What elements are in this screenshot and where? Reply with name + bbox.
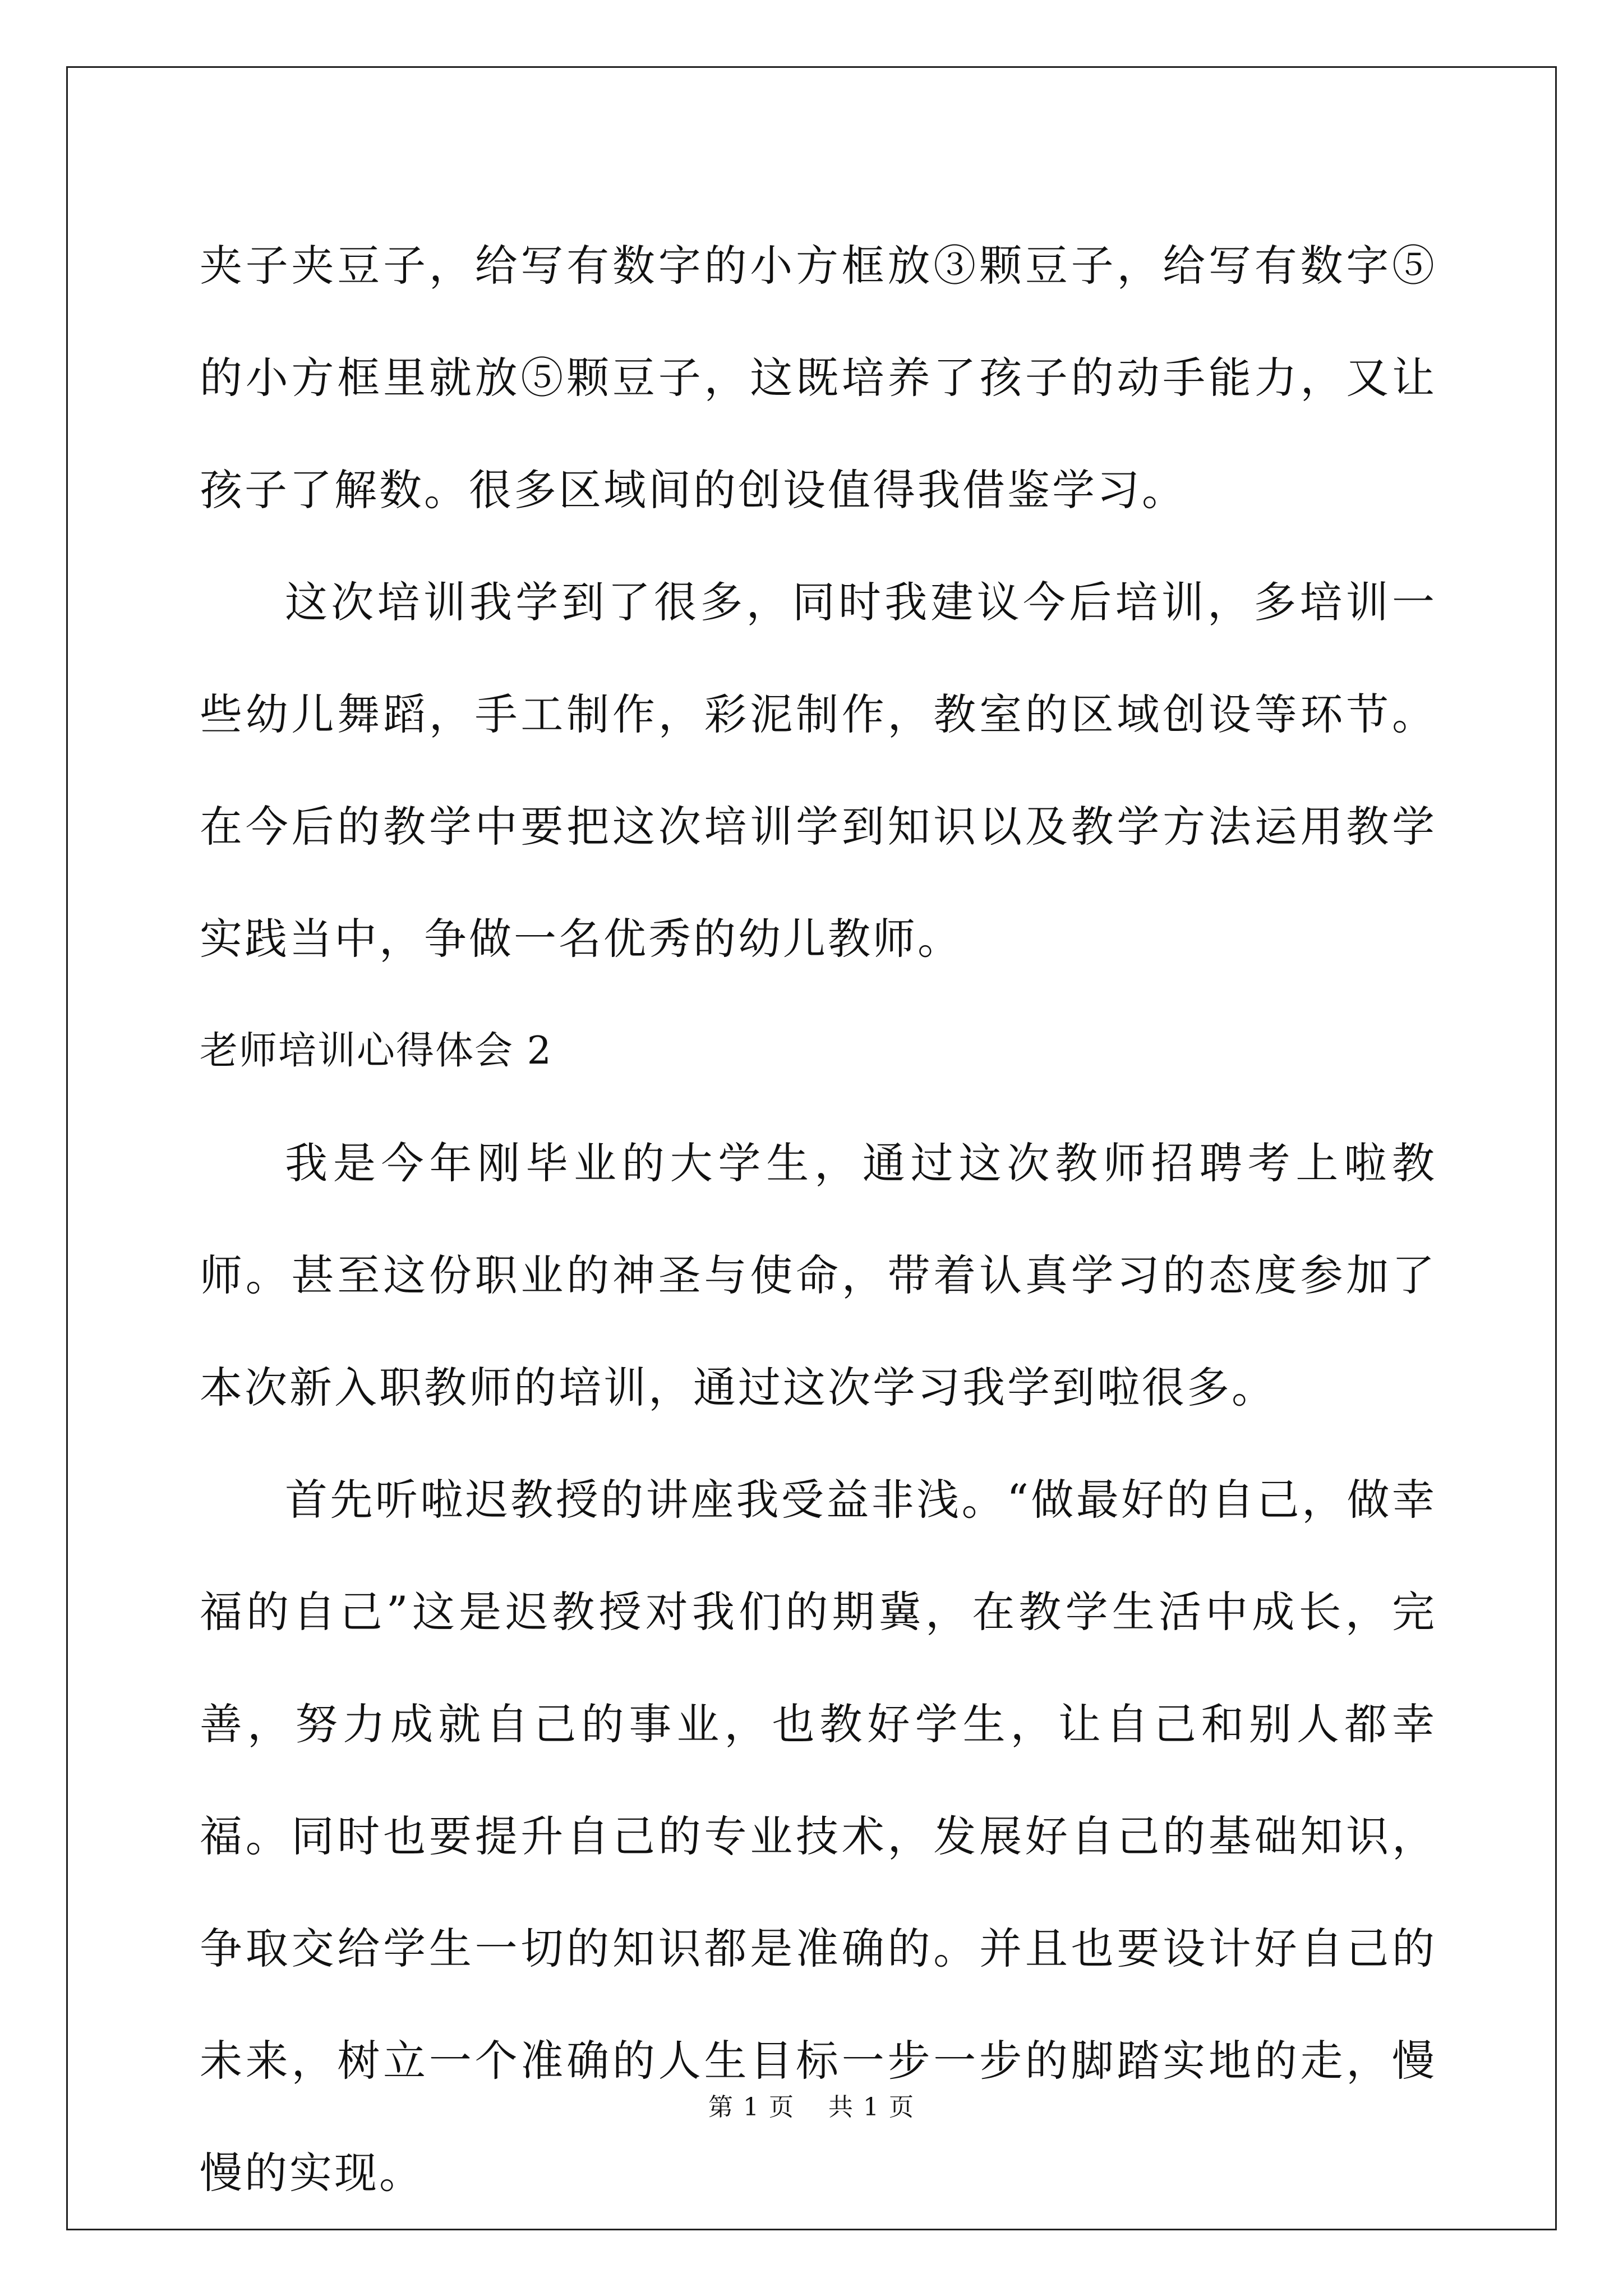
- page-footer: [0, 2087, 1623, 2123]
- paragraph-3: 我是今年刚毕业的大学生，通过这次教师招聘考上啦教师。甚至这份职业的神圣与使命，带着认真学习的态度参加了本次新入职教师的培训，通过这次学习我学到啦很多。: [200, 1138, 1437, 1412]
- page-number: 第 1 页: [708, 2093, 795, 2122]
- page-total: 共 1 页: [828, 2093, 915, 2122]
- paragraph-4: 首先听啦迟教授的讲座我受益非浅。“做最好的自己，做幸福的自己”这是迟教授对我们的期冀，在教学生活中成长，完善，努力成就自己的事业，也教好学生，让自己和别人都幸福。同时也要提升自己的专业技术，发展好自己的基础知识，争取交给学生一切的知识都是准确的。并且也要设计好自己的未来，树立一个准确的人生目标一步一步的脚踏实地的走，慢慢的实现。: [200, 1475, 1437, 2198]
- paragraph-2: 这次培训我学到了很多，同时我建议今后培训，多培训一些幼儿舞蹈，手工制作，彩泥制作，教室的区域创设等环节。在今后的教学中要把这次培训学到知识以及教学方法运用教学实践当中，争做一名优秀的幼儿教师。: [200, 577, 1437, 964]
- document-body: [200, 210, 1437, 2229]
- paragraph-1: 夹子夹豆子，给写有数字的小方框放③颗豆子，给写有数字⑤的小方框里就放⑤颗豆子，这既培养了孩子的动手能力，又让孩子了解数。很多区域间的创设值得我借鉴学习。: [200, 241, 1437, 515]
- section-title: 老师培训心得体会 2: [200, 1029, 552, 1073]
